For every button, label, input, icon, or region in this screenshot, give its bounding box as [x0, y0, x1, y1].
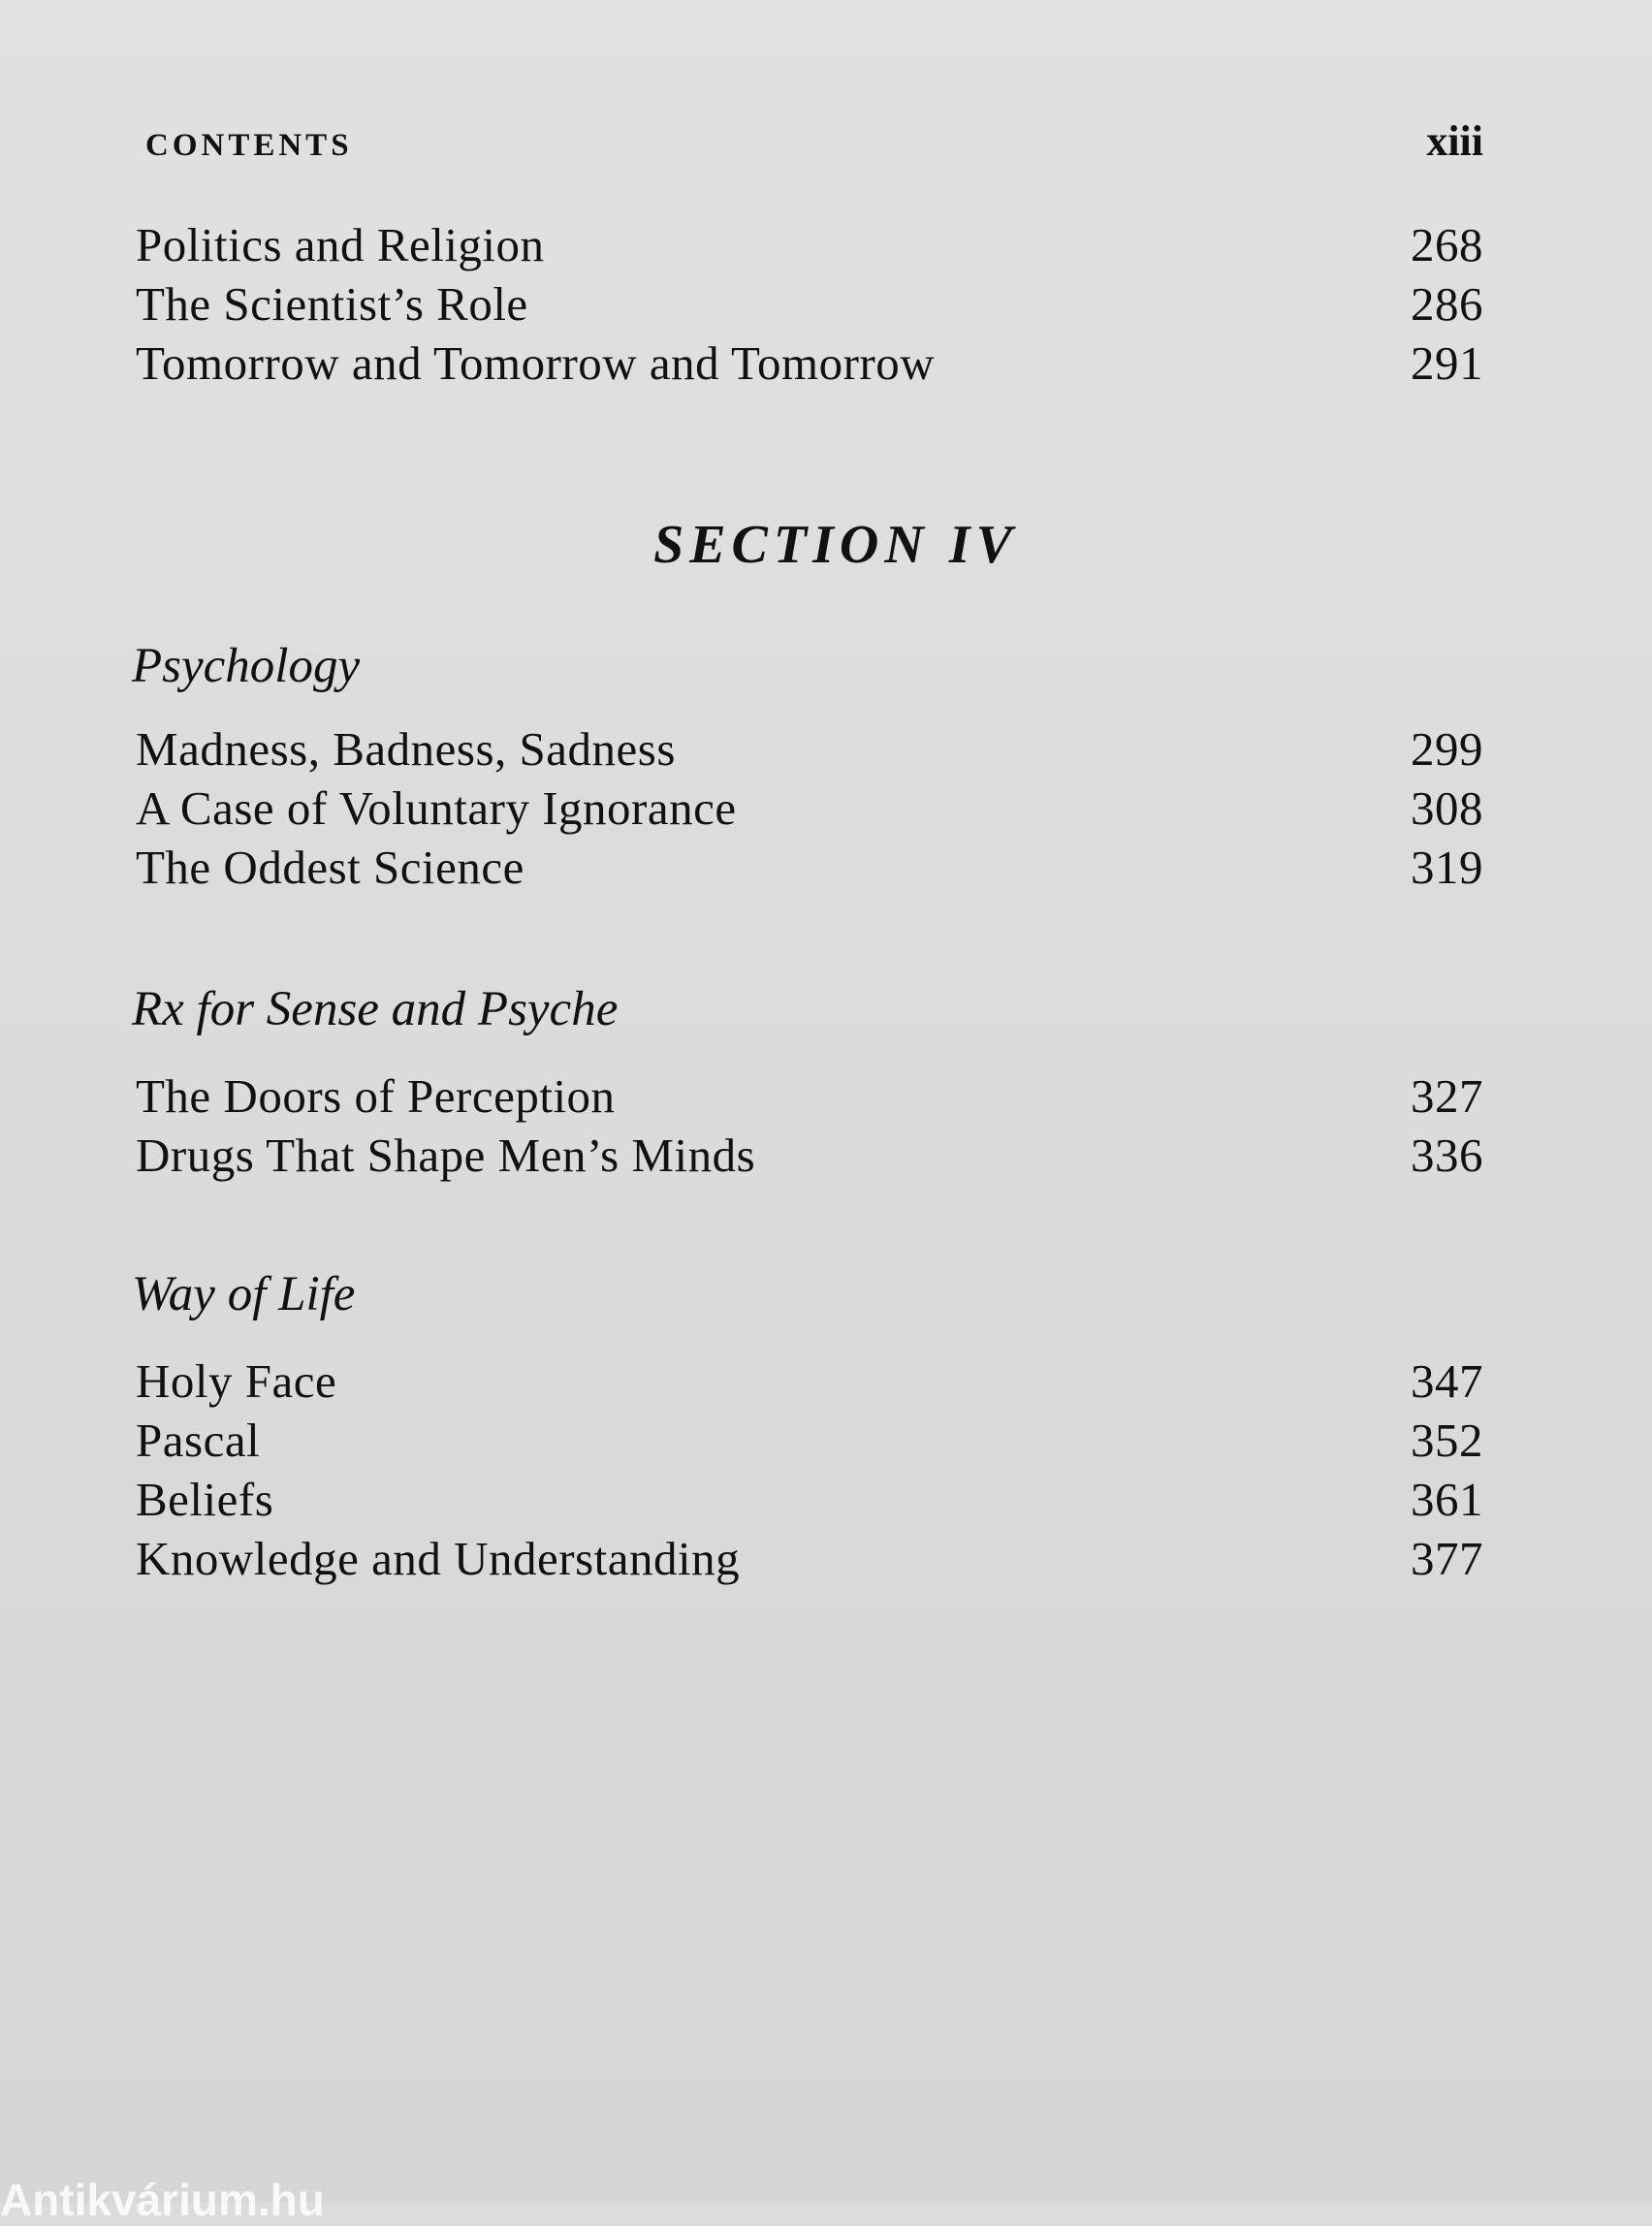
toc-entry-title: The Doors of Perception: [136, 1069, 616, 1123]
toc-entry-title: Beliefs: [136, 1473, 274, 1526]
group-heading-way-of-life: Way of Life: [132, 1267, 356, 1321]
toc-entry-page: 336: [1411, 1129, 1483, 1182]
toc-entry: [136, 1470, 1483, 1529]
toc-entry-page: 299: [1411, 722, 1483, 776]
toc-entry-page: 291: [1411, 336, 1483, 390]
toc-entry-page: 319: [1411, 841, 1483, 894]
toc-entry-title: Holy Face: [136, 1354, 337, 1408]
group-entries-psychology: [136, 719, 1483, 897]
toc-entry: [136, 1126, 1483, 1185]
toc-entry: [136, 1411, 1483, 1470]
page-number: xiii: [1426, 117, 1483, 165]
running-head: CONTENTS: [145, 128, 353, 163]
toc-entry: [136, 1352, 1483, 1411]
toc-entry-title: A Case of Voluntary Ignorance: [136, 781, 737, 835]
group-heading-psychology: Psychology: [132, 639, 361, 693]
toc-entry-page: 347: [1411, 1354, 1483, 1408]
toc-entry-page: 361: [1411, 1473, 1483, 1526]
toc-entry: [136, 1529, 1483, 1588]
section-heading: SECTION IV: [653, 515, 1018, 575]
toc-entry-title: Pascal: [136, 1414, 261, 1467]
toc-entry-title: Tomorrow and Tomorrow and Tomorrow: [136, 336, 936, 390]
toc-entry-page: 352: [1411, 1414, 1483, 1467]
toc-entry-page: 377: [1411, 1532, 1483, 1585]
toc-entry-page: 327: [1411, 1069, 1483, 1123]
toc-entry: [136, 215, 1483, 274]
toc-entry: [136, 719, 1483, 779]
toc-entry-page: 308: [1411, 781, 1483, 835]
toc-entry-title: Drugs That Shape Men’s Minds: [136, 1129, 756, 1182]
group-heading-rx-for-sense-and-psyche: Rx for Sense and Psyche: [132, 982, 619, 1036]
toc-entry: [136, 274, 1483, 334]
group-entries-way-of-life: [136, 1352, 1483, 1588]
toc-entry-title: Politics and Religion: [136, 218, 545, 271]
toc-entry-title: Madness, Badness, Sadness: [136, 722, 676, 776]
toc-entry: [136, 334, 1483, 393]
toc-entry: [136, 1066, 1483, 1126]
group-entries-rx-for-sense-and-psyche: [136, 1066, 1483, 1185]
toc-entry-title: Knowledge and Understanding: [136, 1532, 741, 1585]
toc-entry-page: 286: [1411, 277, 1483, 331]
toc-entry-page: 268: [1411, 218, 1483, 271]
continued-entries: [136, 215, 1483, 393]
toc-entry: [136, 838, 1483, 897]
toc-entry-title: The Oddest Science: [136, 841, 524, 894]
watermark: Antikvárium.hu: [0, 2175, 325, 2225]
toc-entry: [136, 779, 1483, 838]
toc-entry-title: The Scientist’s Role: [136, 277, 528, 331]
